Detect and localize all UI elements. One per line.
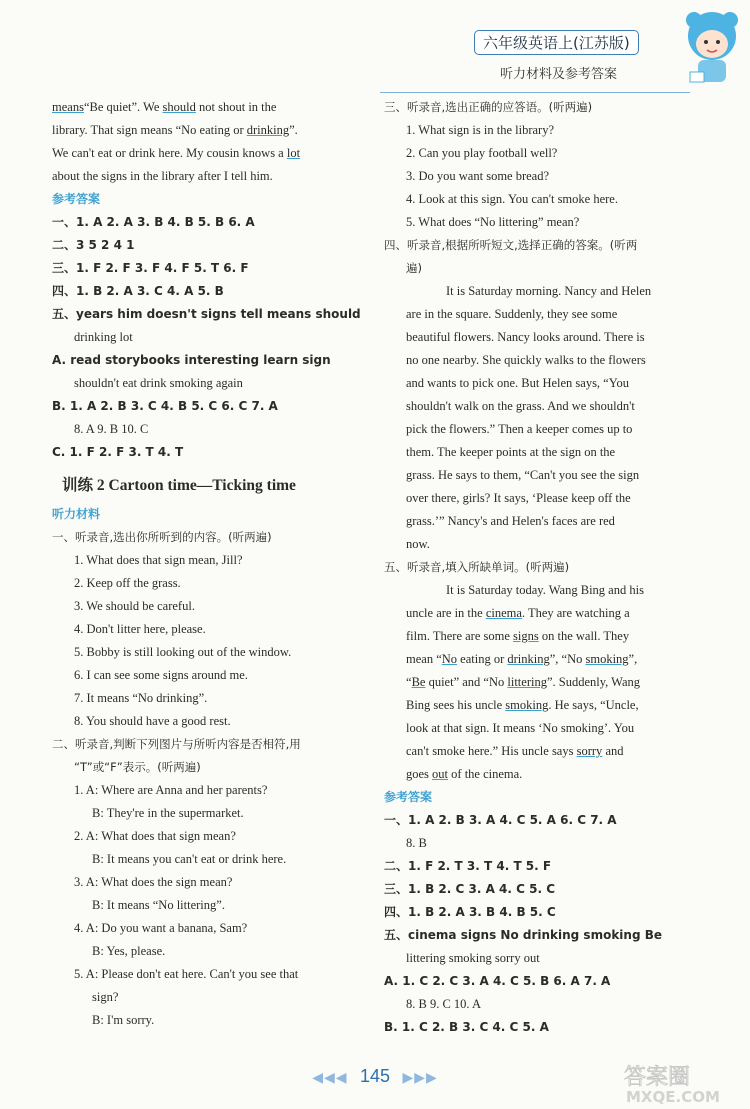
listening-item: 5. What does “No littering” mean? [406, 215, 580, 229]
page-number-footer [290, 1066, 460, 1087]
passage-line: beautiful flowers. Nancy looks around. There is [406, 330, 645, 344]
passage-line: “Be quiet” and “No littering”. Suddenly, Wang [406, 675, 641, 689]
answer-line: 二、3 5 2 4 1 [52, 238, 135, 252]
dialogue-line: B: Yes, please. [92, 944, 166, 958]
answer-line: A. 1. C 2. C 3. A 4. C 5. B 6. A 7. A [384, 974, 611, 988]
answer-line: 一、1. A 2. B 3. A 4. C 5. A 6. C 7. A [384, 813, 617, 827]
header-rule [380, 92, 690, 93]
passage-line: can't smoke here.” His uncle says sorry and [406, 744, 624, 758]
listening-item: 5. Bobby is still looking out of the window. [74, 645, 292, 659]
filled-blank: No [441, 652, 458, 666]
watermark-url: MXQE.COM [626, 1088, 720, 1106]
dialogue-line: sign? [92, 990, 119, 1004]
answer-line: B. 1. C 2. B 3. C 4. C 5. A [384, 1020, 549, 1034]
listening-item: 2. Can you play football well? [406, 146, 558, 160]
right-column [384, 96, 694, 1039]
filled-blank: littering [507, 675, 547, 689]
section-instruction: 二、听录音,判断下列图片与所听内容是否相符,用 [52, 737, 301, 751]
dialogue-line: 2. A: What does that sign mean? [74, 829, 236, 843]
listening-item: 6. I can see some signs around me. [74, 668, 248, 682]
answer-line: littering smoking sorry out [406, 951, 540, 965]
section-instruction: 遍) [406, 261, 422, 275]
left-column [52, 96, 362, 1032]
answer-line: shouldn't eat drink smoking again [74, 376, 243, 390]
section-instruction: 四、听录音,根据所听短文,选择正确的答案。(听两 [384, 238, 638, 252]
listening-item: 8. You should have a good rest. [74, 714, 231, 728]
section-instruction: “T”或“F”表示。(听两遍) [74, 760, 201, 774]
dialogue-line: 3. A: What does the sign mean? [74, 875, 233, 889]
prev-arrows-icon: ◀◀◀ [312, 1069, 348, 1085]
listening-item: 4. Look at this sign. You can't smoke here. [406, 192, 618, 206]
filled-blank: drinking [507, 652, 550, 666]
answer-line: 四、1. B 2. A 3. C 4. A 5. B [52, 284, 224, 298]
filled-blank: Be [411, 675, 426, 689]
answer-line: 8. A 9. B 10. C [74, 422, 149, 436]
unit-title: 训练 2 Cartoon time—Ticking time [62, 477, 296, 494]
passage-line: grass. He says to them, “Can't you see the sign [406, 468, 640, 482]
answer-key-heading: 参考答案 [384, 790, 433, 804]
passage-line: pick the flowers.” Then a keeper comes up to [406, 422, 633, 436]
listening-text-line: means“Be quiet”. We should not shout in the [52, 100, 277, 114]
passage-line: Bing sees his uncle smoking. He says, “Uncle, [406, 698, 639, 712]
answer-line: 三、1. B 2. C 3. A 4. C 5. C [384, 882, 555, 896]
dialogue-line: B: They're in the supermarket. [92, 806, 244, 820]
dialogue-line: B: I'm sorry. [92, 1013, 155, 1027]
answer-line: 三、1. F 2. F 3. F 4. F 5. T 6. F [52, 261, 249, 275]
listening-text-line: about the signs in the library after I tell him. [52, 169, 273, 183]
passage-line: are in the square. Suddenly, they see some [406, 307, 618, 321]
next-arrows-icon: ▶▶▶ [402, 1069, 438, 1085]
passage-line: and wants to pick one. But Helen says, “You [406, 376, 630, 390]
listening-item: 4. Don't litter here, please. [74, 622, 206, 636]
book-title: 六年级英语上(江苏版) [474, 30, 639, 55]
listening-text-line: We can't eat or drink here. My cousin knows a lot [52, 146, 301, 160]
passage-line: them. The keeper points at the sign on the [406, 445, 616, 459]
listening-item: 3. We should be careful. [74, 599, 195, 613]
listening-item: 1. What does that sign mean, Jill? [74, 553, 243, 567]
section-instruction: 一、听录音,选出你所听到的内容。(听两遍) [52, 530, 272, 544]
answer-line: 四、1. B 2. A 3. B 4. B 5. C [384, 905, 556, 919]
filled-blank: sorry [576, 744, 603, 758]
answer-line: 8. B [406, 836, 427, 850]
page-number: 145 [359, 1066, 391, 1086]
answer-line: 8. B 9. C 10. A [406, 997, 482, 1011]
answer-line: 一、1. A 2. A 3. B 4. B 5. B 6. A [52, 215, 255, 229]
passage-line: mean “No eating or drinking”, “No smoking”, [406, 652, 638, 666]
filled-blank: smoking [585, 652, 629, 666]
passage-line: shouldn't walk on the grass. And we shouldn't [406, 399, 635, 413]
listening-item: 1. What sign is in the library? [406, 123, 555, 137]
filled-blank: smoking [505, 698, 549, 712]
dialogue-line: 4. A: Do you want a banana, Sam? [74, 921, 248, 935]
answer-line: 五、years him doesn't signs tell means should [52, 307, 361, 321]
watermark-logo [620, 1060, 748, 1106]
answer-line: B. 1. A 2. B 3. C 4. B 5. C 6. C 7. A [52, 399, 278, 413]
answer-line: 二、1. F 2. T 3. T 4. T 5. F [384, 859, 552, 873]
answer-key-heading: 参考答案 [52, 192, 101, 206]
listening-item: 2. Keep off the grass. [74, 576, 181, 590]
dialogue-line: 5. A: Please don't eat here. Can't you see that [74, 967, 299, 981]
passage-line: uncle are in the cinema. They are watching a [406, 606, 630, 620]
dialogue-line: B: It means you can't eat or drink here. [92, 852, 287, 866]
dialogue-line: B: It means “No littering”. [92, 898, 225, 912]
listening-item: 3. Do you want some bread? [406, 169, 550, 183]
passage-line: goes out of the cinema. [406, 767, 523, 781]
answer-line: C. 1. F 2. F 3. T 4. T [52, 445, 184, 459]
filled-blank: cinema [485, 606, 522, 620]
section-instruction: 三、听录音,选出正确的应答语。(听两遍) [384, 100, 593, 114]
answer-line: drinking lot [74, 330, 133, 344]
page-header [474, 30, 674, 82]
listening-material-heading: 听力材料 [52, 507, 101, 521]
listening-item: 7. It means “No drinking”. [74, 691, 208, 705]
passage-line: grass.’” Nancy's and Helen's faces are red [406, 514, 615, 528]
listening-text-line: library. That sign means “No eating or drinking”. [52, 123, 298, 137]
passage-line: no one nearby. She quickly walks to the flowers [406, 353, 646, 367]
answer-line: A. read storybooks interesting learn sign [52, 353, 331, 367]
passage-line: It is Saturday morning. Nancy and Helen [446, 284, 652, 298]
section-instruction: 五、听录音,填入所缺单词。(听两遍) [384, 560, 570, 574]
passage-line: It is Saturday today. Wang Bing and his [446, 583, 644, 597]
answer-line: 五、cinema signs No drinking smoking Be [384, 928, 663, 942]
book-subtitle: 听力材料及参考答案 [500, 67, 618, 82]
cartoon-girl-illustration [672, 6, 748, 88]
passage-line: now. [406, 537, 430, 551]
passage-line: over there, girls? It says, ‘Please keep off the [406, 491, 631, 505]
passage-line: film. There are some signs on the wall. They [406, 629, 630, 643]
watermark-text: 答案圈 [624, 1065, 691, 1090]
filled-blank: signs [513, 629, 539, 643]
dialogue-line: 1. A: Where are Anna and her parents? [74, 783, 268, 797]
passage-line: look at that sign. It means ‘No smoking’. You [406, 721, 635, 735]
filled-blank: out [432, 767, 449, 781]
